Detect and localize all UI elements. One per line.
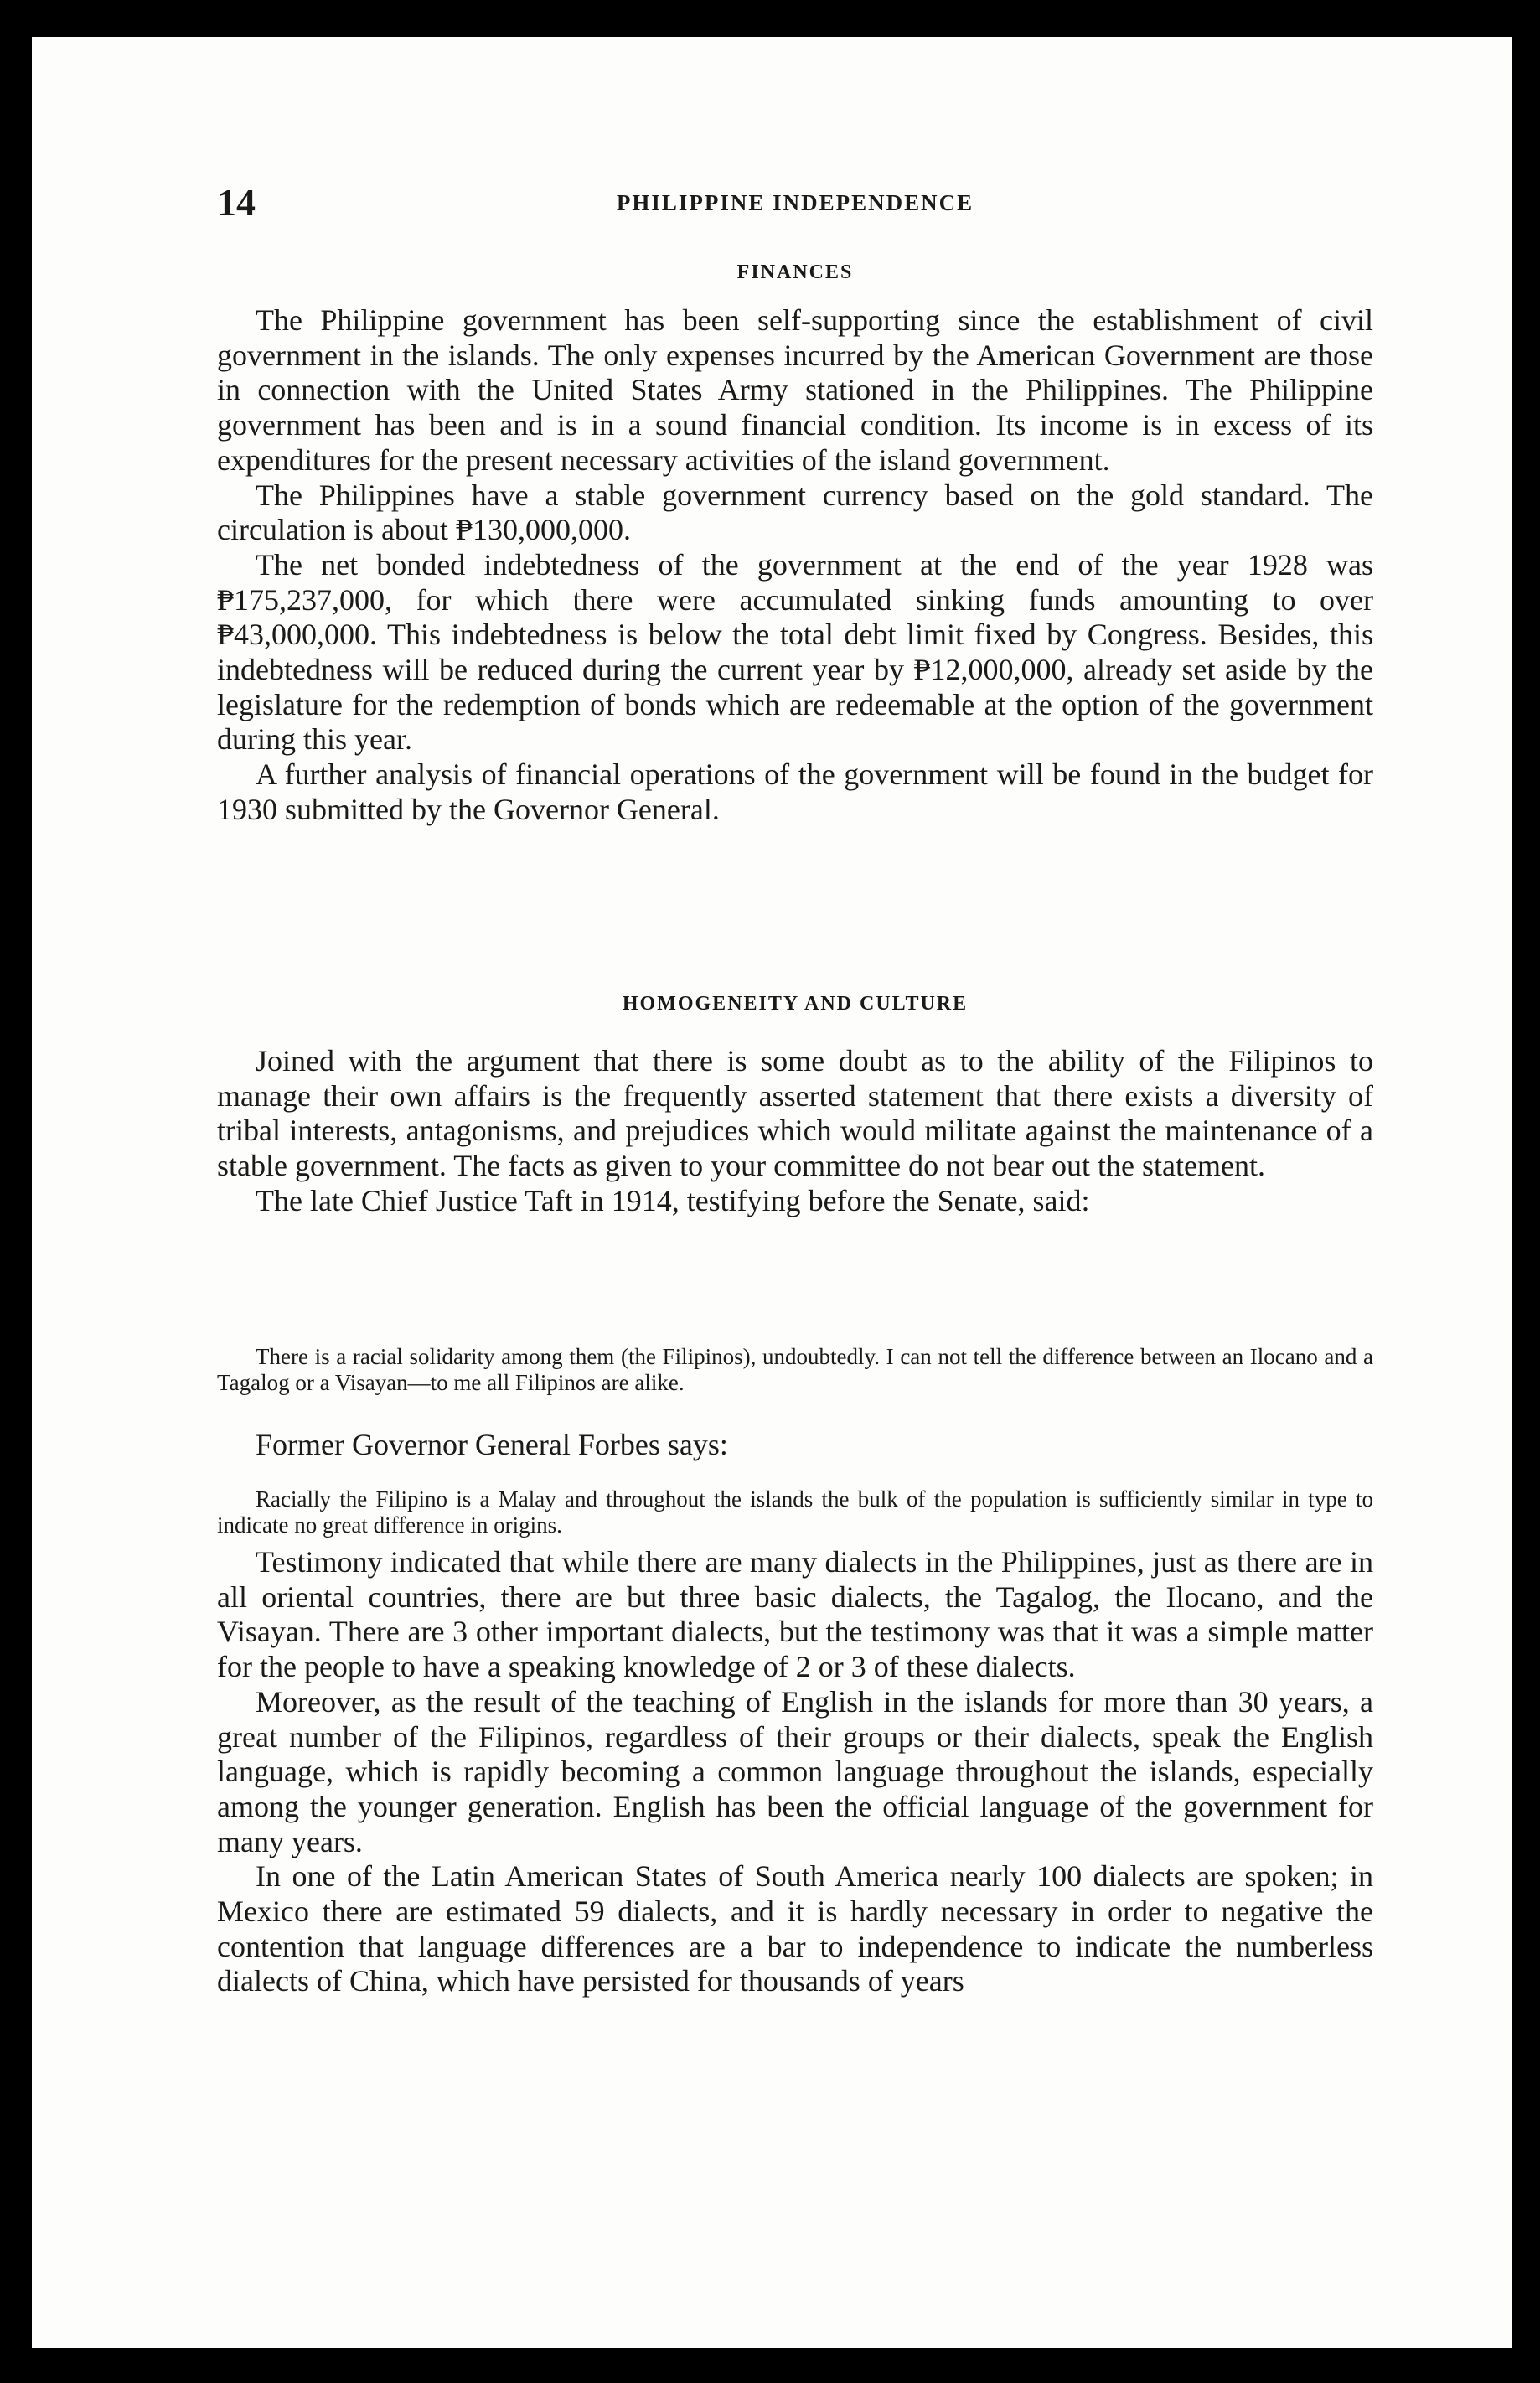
paragraph: Joined with the argument that there is some doubt as to the ability of the Filipinos to manage their own affairs is the frequently asserted statement that there exists a diversity of tribal interests, antagonisms, and prejudices which would militate against the maintenance of a stable government. The facts as given to your committee do not bear out the statement. [217, 1044, 1373, 1183]
finances-section [217, 303, 1373, 828]
section-heading-homogeneity: HOMOGENEITY AND CULTURE [622, 993, 969, 1015]
taft-quote [217, 1344, 1373, 1396]
running-title: PHILIPPINE INDEPENDENCE [616, 190, 974, 215]
page-header [217, 178, 1373, 228]
paragraph: Testimony indicated that while there are many dialects in the Philippines, just as there are in all oriental countries, there are but three basic dialects, the Tagalog, the Ilocano, and the Visayan. There are 3 other important dialects, but the testimony was that it was a simple matter for the people to have a speaking knowledge of 2 or 3 of these dialects. [217, 1545, 1373, 1684]
paragraph: The net bonded indebtedness of the government at the end of the year 1928 was ₱175,237,000, for which there were accumulated sinking funds amounting to over ₱43,000,000. This indebtedness is below the total debt limit fixed by Congress. Besides, this indebtedness will be reduced during the current year by ₱12,000,000, already set aside by the legislature for the redemption of bonds which are redeemable at the option of the government during this year. [217, 547, 1373, 757]
page-number: 14 [217, 181, 256, 224]
paragraph: The Philippine government has been self-supporting since the establishment of civil government in the islands. The only expenses incurred by the American Government are those in connection with the United States Army stationed in the Philippines. The Philippine government has been and is in a sound financial condition. Its income is in excess of its expenditures for the present necessary activities of the island government. [217, 303, 1373, 477]
forbes-intro-block [217, 1428, 1373, 1463]
dialects-section [217, 1545, 1373, 1999]
page-sheet [32, 37, 1512, 2348]
section-heading-finances: FINANCES [736, 261, 854, 283]
block-quote: Racially the Filipino is a Malay and throughout the islands the bulk of the population is sufficiently similar in type to indicate no great difference in origins. [217, 1486, 1373, 1538]
paragraph: A further analysis of financial operations of the government will be found in the budget for 1930 submitted by the Governor General. [217, 757, 1373, 826]
paragraph: Moreover, as the result of the teaching of English in the islands for more than 30 years, a great number of the Filipinos, regardless of their groups or their dialects, speak the English language, which is rapidly becoming a common language throughout the islands, especially among the younger generation. English has been the official language of the government for many years. [217, 1684, 1373, 1858]
block-quote: There is a racial solidarity among them (the Filipinos), undoubtedly. I can not tell the difference between an Ilocano and a Tagalog or a Visayan—to me all Filipinos are alike. [217, 1344, 1373, 1395]
paragraph: The late Chief Justice Taft in 1914, testifying before the Senate, said: [256, 1183, 1090, 1217]
forbes-quote [217, 1486, 1373, 1538]
paragraph: The Philippines have a stable government currency based on the gold standard. The circulation is about ₱130,000,000. [217, 478, 1373, 547]
paragraph: In one of the Latin American States of South America nearly 100 dialects are spoken; in Mexico there are estimated 59 dialects, and it is hardly necessary in order to negative the contention that language differences are a bar to independence to indicate the numberless dialects of China, which have persisted for thousands of years [217, 1859, 1373, 1998]
paragraph: Former Governor General Forbes says: [256, 1428, 728, 1461]
homogeneity-intro [217, 1044, 1373, 1219]
